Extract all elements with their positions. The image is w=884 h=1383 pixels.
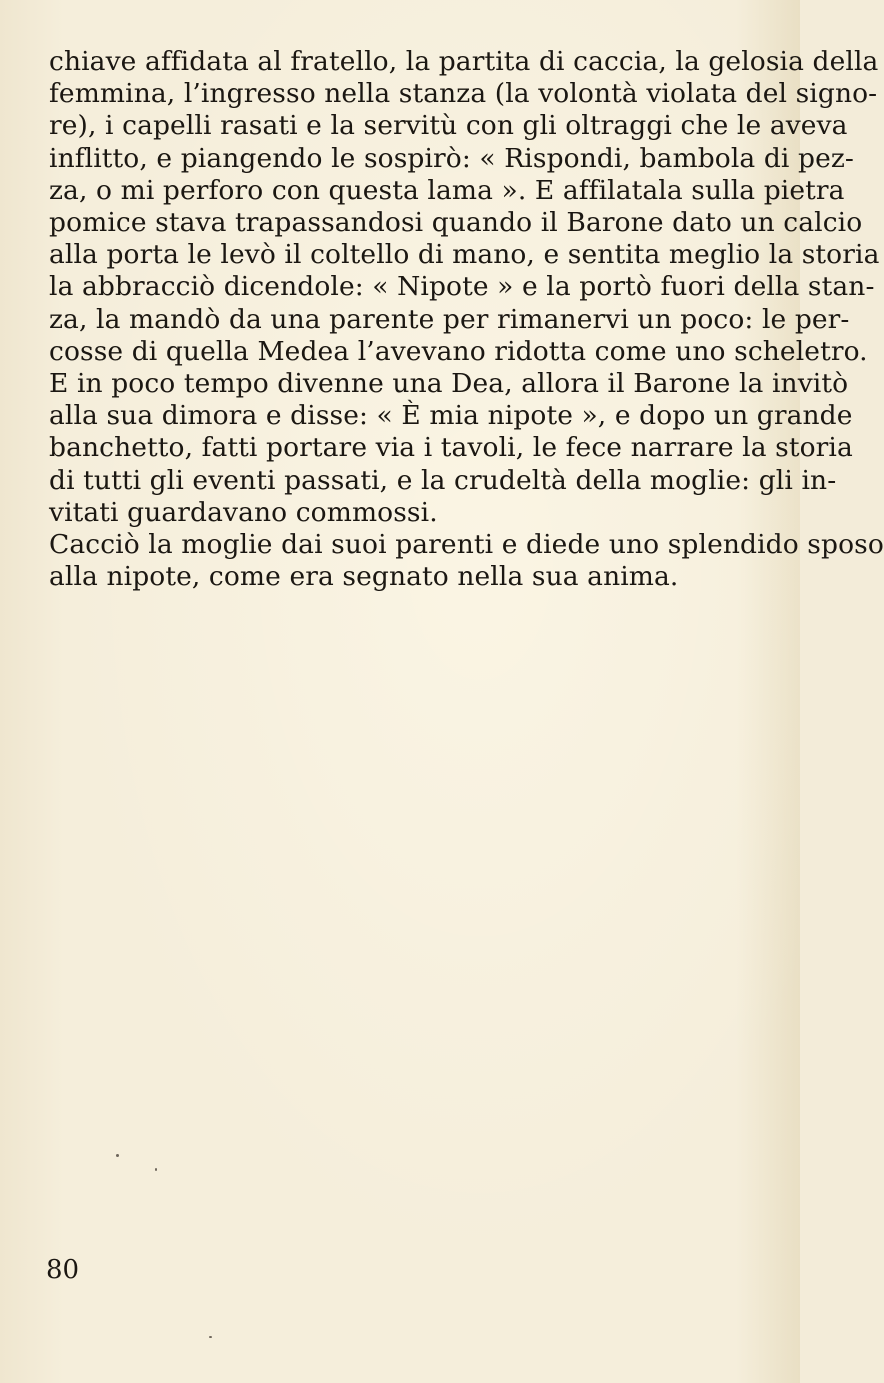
text-line: alla sua dimora e disse: « È mia nipote », e dopo un grande [49, 400, 853, 432]
text-line: femmina, l’ingresso nella stanza (la volontà violata del signo- [49, 78, 878, 110]
page-number: 80 [46, 1255, 80, 1285]
text-line: chiave affidata al fratello, la partita di caccia, la gelosia della [49, 46, 879, 77]
text-line: alla porta le levò il coltello di mano, e sentita meglio la storia [49, 239, 880, 271]
text-line: alla nipote, come era segnato nella sua anima. [49, 561, 679, 593]
text-line: E in poco tempo divenne una Dea, allora il Barone la invitò [49, 368, 849, 400]
text-line: banchetto, fatti portare via i tavoli, le fece narrare la storia [49, 432, 853, 464]
text-line: la abbracciò dicendole: « Nipote » e la portò fuori della stan- [49, 271, 875, 303]
paper-speck [116, 1154, 119, 1157]
paper-speck [209, 1336, 212, 1338]
text-line: di tutti gli eventi passati, e la crudeltà della moglie: gli in- [49, 464, 837, 496]
text-line: cosse di quella Medea l’avevano ridotta come uno scheletro. [49, 335, 868, 367]
body-text [49, 46, 884, 593]
paper-speck [155, 1168, 157, 1171]
text-line: inflitto, e piangendo le sospirò: « Rispondi, bambola di pez- [49, 142, 854, 174]
text-line: za, o mi perforo con questa lama ». E affilatala sulla pietra [49, 174, 845, 206]
text-line: za, la mandò da una parente per rimanervi un poco: le per- [49, 303, 850, 335]
text-line: pomice stava trapassandosi quando il Barone dato un calcio [49, 207, 863, 239]
text-line: vitati guardavano commossi. [49, 496, 438, 528]
text-line: Cacciò la moglie dai suoi parenti e diede uno splendido sposo [49, 529, 884, 561]
text-line: re), i capelli rasati e la servitù con gli oltraggi che le aveva [49, 110, 848, 142]
